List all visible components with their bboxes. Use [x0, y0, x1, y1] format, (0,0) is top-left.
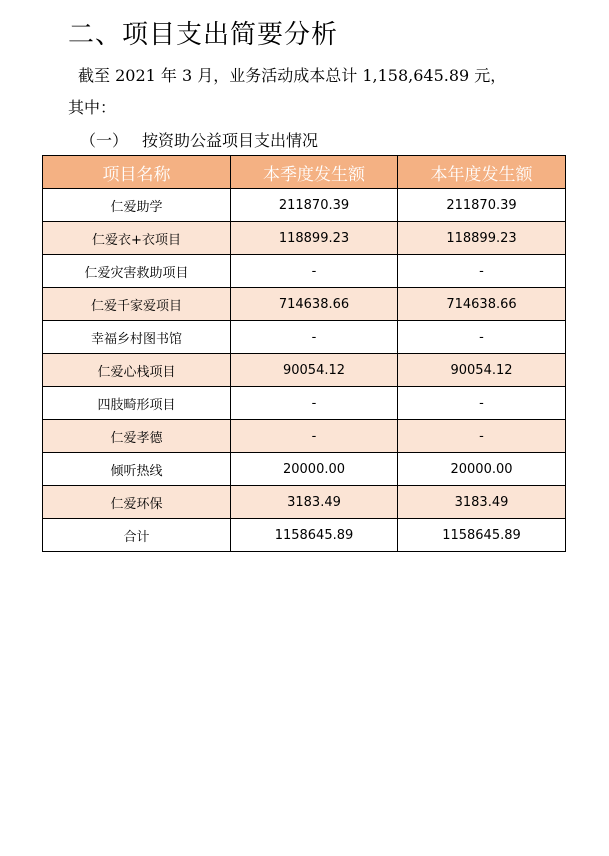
section-number: （一） — [80, 131, 129, 150]
cell-total-year-amount: 1158645.89 — [398, 519, 566, 552]
cell-total-label: 合计 — [43, 519, 231, 552]
cell-project-name: 仁爱心栈项目 — [43, 354, 231, 387]
cell-quarter-amount: - — [231, 420, 398, 453]
cell-year-amount: 20000.00 — [398, 453, 566, 486]
cell-year-amount: 90054.12 — [398, 354, 566, 387]
cell-quarter-amount: 211870.39 — [231, 189, 398, 222]
cell-year-amount: - — [398, 321, 566, 354]
cell-quarter-amount: - — [231, 387, 398, 420]
table-row — [43, 420, 566, 453]
section-title: 按资助公益项目支出情况 — [142, 131, 319, 150]
table-header-row — [43, 156, 566, 189]
header-quarter-amount: 本季度发生额 — [231, 156, 398, 189]
cell-project-name: 仁爱千家爱项目 — [43, 288, 231, 321]
cell-year-amount: - — [398, 255, 566, 288]
table-row — [43, 453, 566, 486]
cell-project-name: 仁爱助学 — [43, 189, 231, 222]
cell-quarter-amount: 714638.66 — [231, 288, 398, 321]
cell-quarter-amount: 3183.49 — [231, 486, 398, 519]
cell-year-amount: 3183.49 — [398, 486, 566, 519]
table-row — [43, 486, 566, 519]
cell-quarter-amount: - — [231, 321, 398, 354]
cell-year-amount: 118899.23 — [398, 222, 566, 255]
cell-project-name: 仁爱孝德 — [43, 420, 231, 453]
table-row — [43, 255, 566, 288]
table-row — [43, 321, 566, 354]
expenditure-table — [42, 155, 566, 552]
header-year-amount: 本年度发生额 — [398, 156, 566, 189]
table-row — [43, 288, 566, 321]
table-row — [43, 387, 566, 420]
cell-project-name: 仁爱环保 — [43, 486, 231, 519]
section-heading — [80, 128, 318, 151]
table-row — [43, 222, 566, 255]
cell-total-quarter-amount: 1158645.89 — [231, 519, 398, 552]
cell-project-name: 仁爱衣+衣项目 — [43, 222, 231, 255]
page-title: 二、项目支出简要分析 — [68, 20, 339, 50]
table-row — [43, 189, 566, 222]
table-total-row — [43, 519, 566, 552]
cell-year-amount: 211870.39 — [398, 189, 566, 222]
cell-year-amount: - — [398, 387, 566, 420]
cell-project-name: 倾听热线 — [43, 453, 231, 486]
cell-quarter-amount: 118899.23 — [231, 222, 398, 255]
table-row — [43, 354, 566, 387]
cell-quarter-amount: - — [231, 255, 398, 288]
intro-paragraph-line2: 其中： — [68, 98, 117, 117]
cell-quarter-amount: 20000.00 — [231, 453, 398, 486]
cell-project-name: 仁爱灾害救助项目 — [43, 255, 231, 288]
cell-quarter-amount: 90054.12 — [231, 354, 398, 387]
intro-paragraph-line1: 截至 2021 年 3 月，业务活动成本总计 1,158,645.89 元， — [78, 66, 507, 85]
cell-year-amount: - — [398, 420, 566, 453]
cell-project-name: 四肢畸形项目 — [43, 387, 231, 420]
cell-project-name: 幸福乡村图书馆 — [43, 321, 231, 354]
header-project-name: 项目名称 — [43, 156, 231, 189]
cell-year-amount: 714638.66 — [398, 288, 566, 321]
